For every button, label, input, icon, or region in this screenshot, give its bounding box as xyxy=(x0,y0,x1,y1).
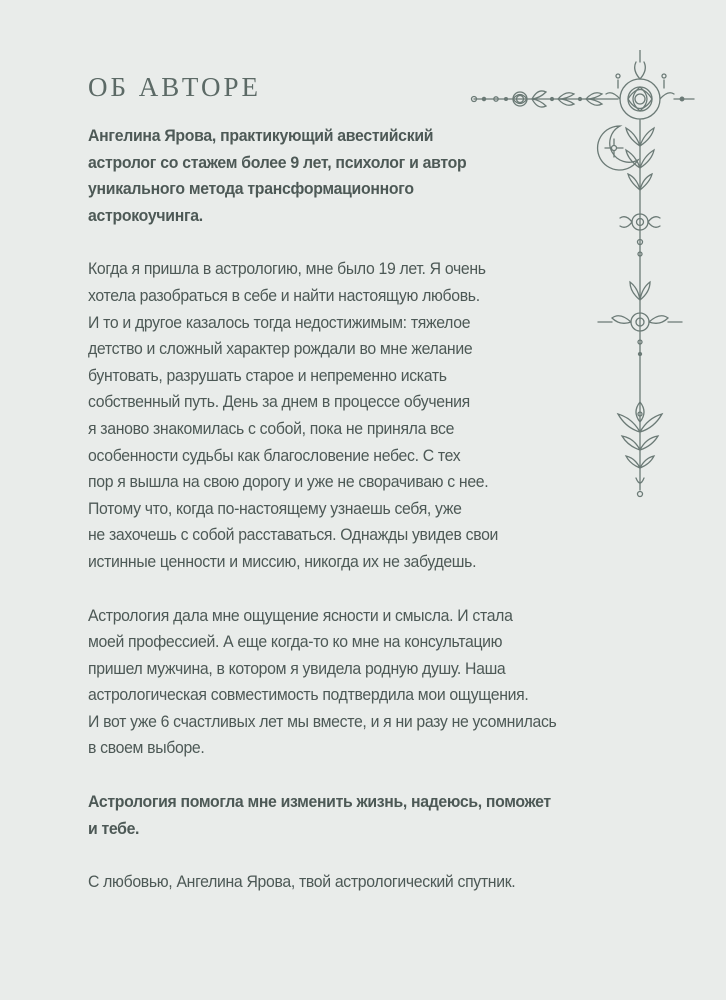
author-intro xyxy=(88,123,609,229)
paragraph-line: я заново знакомилась с собой, пока не приняла все xyxy=(88,418,455,438)
intro-line: Ангелина Ярова, практикующий авестийский xyxy=(88,126,434,145)
author-text xyxy=(88,123,609,923)
paragraph-profession xyxy=(88,603,609,763)
paragraph-line: пришел мужчина, в котором я увидела родную душу. Наша xyxy=(88,658,506,678)
paragraph-line: Астрология дала мне ощущение ясности и смысла. И стала xyxy=(88,605,513,625)
signature-line: С любовью, Ангелина Ярова, твой астрологический спутник. xyxy=(88,872,516,892)
signature xyxy=(88,869,609,896)
corner-rose xyxy=(606,50,694,119)
horizontal-vine xyxy=(472,91,619,107)
page-title: ОБ АВТОРЕ xyxy=(88,72,262,102)
intro-line: астрокоучинга. xyxy=(88,205,203,225)
paragraph-line: хотела разобраться в себе и найти настоящую любовь. xyxy=(88,285,480,305)
paragraph-line: пор я вышла на свою дорогу и уже не сворачиваю с нее. xyxy=(88,472,489,492)
paragraph-line: в своем выборе. xyxy=(88,738,205,758)
paragraph-line: не захочешь с собой расставаться. Однажды увидев свои xyxy=(88,525,499,545)
paragraph-line: Потому что, когда по-настоящему узнаешь себя, уже xyxy=(88,498,462,518)
paragraph-line: И вот уже 6 счастливых лет мы вместе, и я ни разу не усомнилась xyxy=(88,711,557,731)
paragraph-line: детство и сложный характер рождали во мне желание xyxy=(88,339,473,359)
paragraph-line: истинные ценности и миссию, никогда их не забудешь. xyxy=(88,551,477,571)
paragraph-line: бунтовать, разрушать старое и непременно искать xyxy=(88,365,447,385)
paragraph-story xyxy=(88,256,609,575)
paragraph-line: Когда я пришла в астрологию, мне было 19 лет. Я очень xyxy=(88,259,486,279)
paragraph-line: моей профессией. А еще когда-то ко мне на консультацию xyxy=(88,632,503,652)
paragraph-line: И то и другое казалось тогда недостижимым: тяжелое xyxy=(88,312,471,332)
intro-line: уникального метода трансформационного xyxy=(88,179,414,199)
closing-line: и тебе. xyxy=(88,818,140,838)
closing-line: Астрология помогла мне изменить жизнь, надеюсь, поможет xyxy=(88,792,551,812)
paragraph-line: собственный путь. День за днем в процессе обучения xyxy=(88,392,470,412)
paragraph-line: астрологическая совместимость подтвердила мои ощущения. xyxy=(88,685,529,705)
intro-line: астролог со стажем более 9 лет, психолог и автор xyxy=(88,152,467,172)
closing-statement xyxy=(88,789,609,842)
vertical-vine xyxy=(598,120,682,497)
paragraph-line: особенности судьбы как благословение небес. С тех xyxy=(88,445,461,465)
